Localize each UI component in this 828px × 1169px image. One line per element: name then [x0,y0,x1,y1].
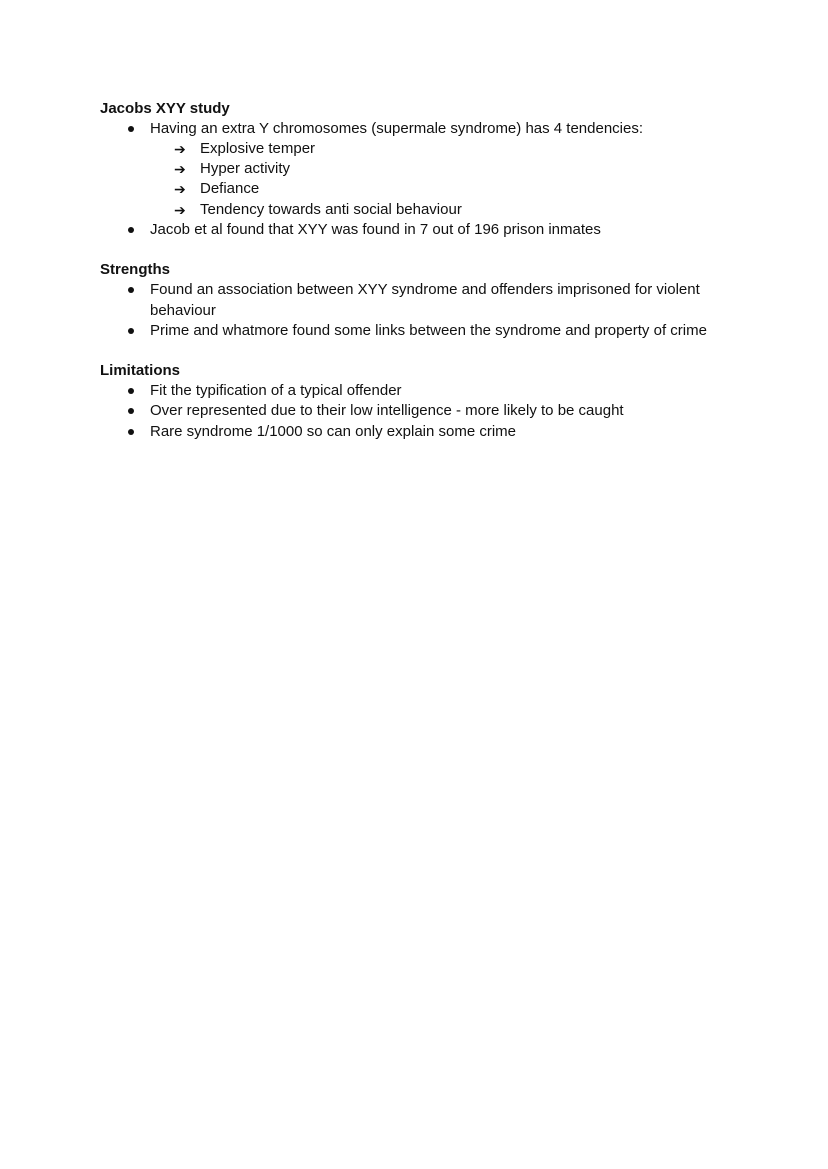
bullet-icon [128,328,134,334]
sub-list-item: ➔ Tendency towards anti social behaviour [174,201,462,218]
list-item: Fit the typification of a typical offender [150,381,402,401]
bullet-icon [128,126,134,132]
list-item: Found an association between XYY syndrome and offenders imprisoned for violent [150,280,700,300]
sub-list-item: ➔ Defiance [174,180,260,197]
arrow-icon: ➔ [174,141,186,157]
sub-list-item: ➔ Hyper activity [174,160,291,177]
arrow-icon: ➔ [174,181,186,197]
list-item: Prime and whatmore found some links between the syndrome and property of crime [150,321,707,341]
bullet-icon [128,227,134,233]
arrow-icon: ➔ [174,202,186,218]
list-item-continuation: behaviour [150,302,216,319]
bullet-icon [128,408,134,414]
sub-list-item: ➔ Explosive temper [174,140,316,157]
list-item: Over represented due to their low intelligence - more likely to be caught [150,401,624,421]
section-heading: Limitations [100,362,181,379]
list-item: Rare syndrome 1/1000 so can only explain some crime [150,422,516,442]
bullet-icon [128,429,134,435]
section-heading: Jacobs XYY study [100,100,230,117]
bullet-icon [128,388,134,394]
arrow-icon: ➔ [174,161,186,177]
bullet-icon [128,287,134,293]
list-item: Having an extra Y chromosomes (supermale syndrome) has 4 tendencies: [150,119,643,139]
section-heading: Strengths [100,261,171,278]
list-item: Jacob et al found that XYY was found in 7 out of 196 prison inmates [150,220,601,240]
